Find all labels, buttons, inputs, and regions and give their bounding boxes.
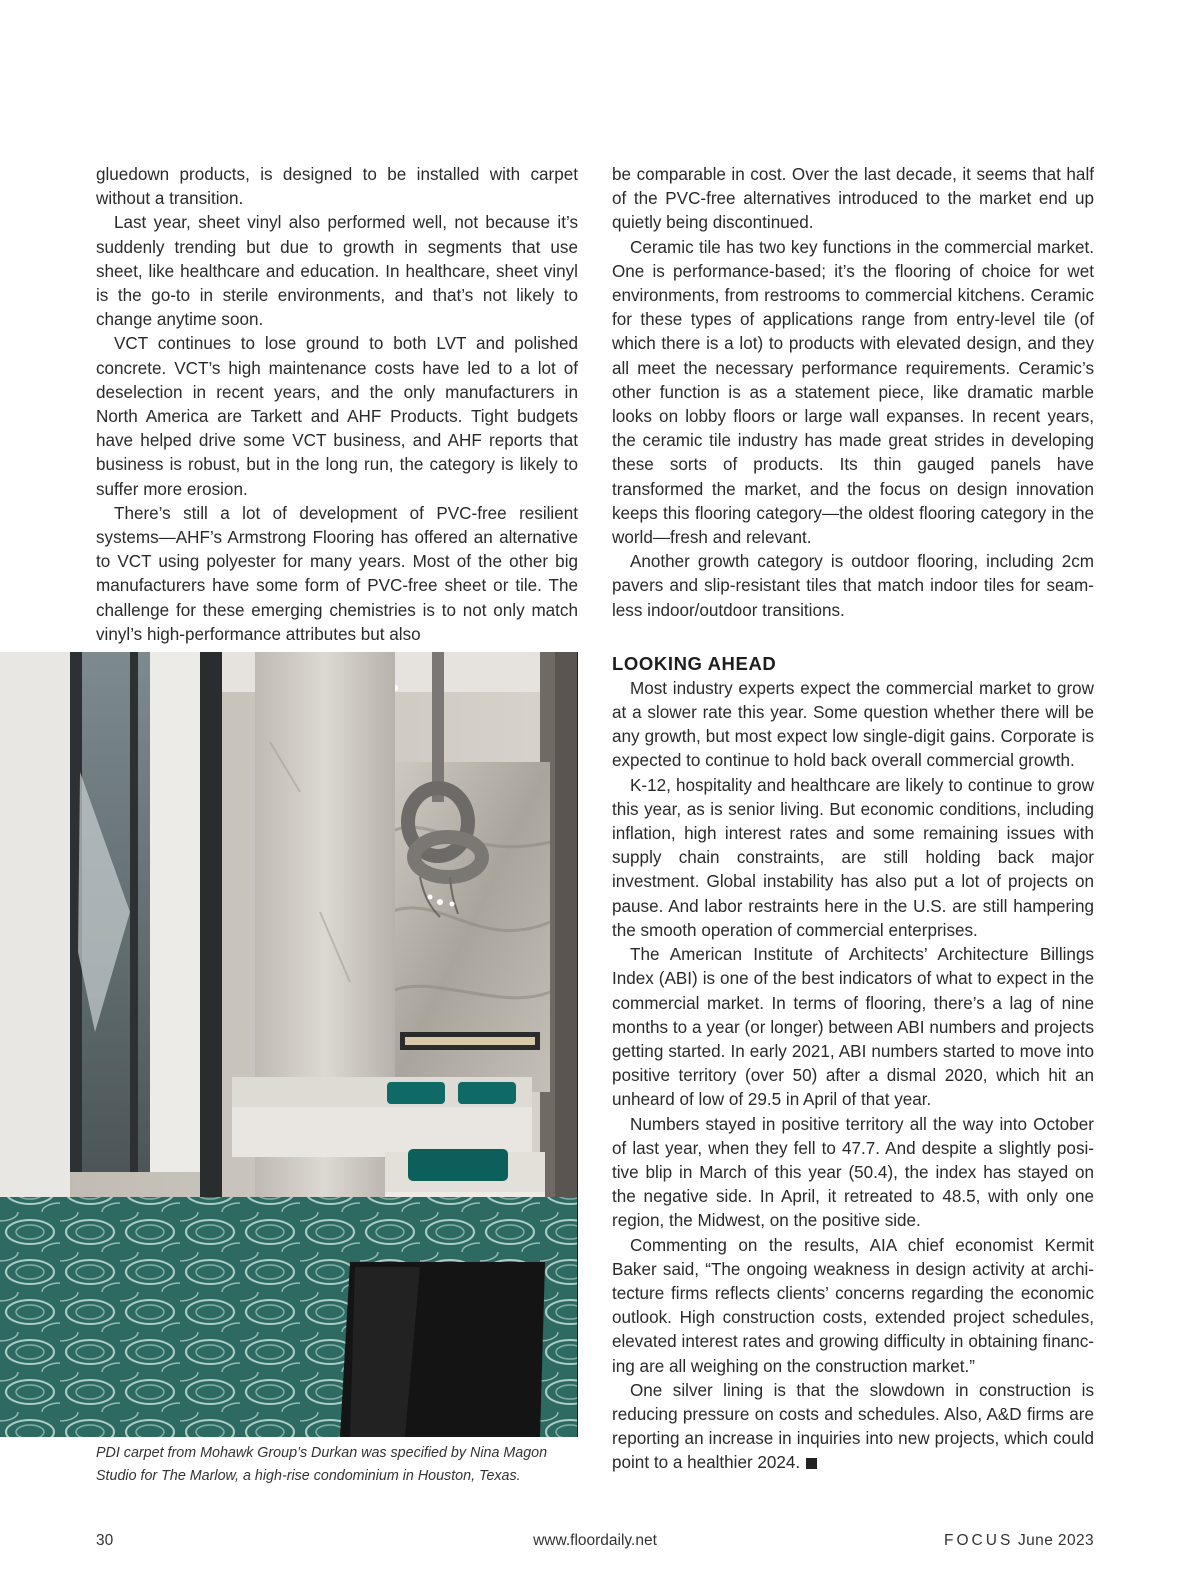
teal-cushion	[408, 1149, 508, 1181]
end-of-article-mark	[806, 1458, 817, 1469]
paragraph: Most industry experts expect the commercial market to grow at a slower rate this year. Some question whether there will be any growth, but most expect low single-digit gains. Corporate is expected to continue to hold back overall commercial growth.	[612, 678, 1094, 771]
left-column	[96, 163, 578, 647]
section-heading: LOOKING AHEAD	[612, 652, 777, 674]
paragraph: Another growth category is outdoor flooring, including 2cm pavers and slip-resistant tiles that match indoor tiles for seamless indoor/outdoor transitions.	[612, 552, 1094, 620]
paragraph: be comparable in cost. Over the last decade, it seems that half of the PVC-free alternatives introduced to the market end up quietly being discontinued.	[612, 165, 1094, 233]
issue-date: June 2023	[1018, 1532, 1094, 1549]
paragraph: The American Institute of Architects’ Architecture Billings Index (ABI) is one of the best indicators of what to expect in the commercial market. In terms of flooring, there’s a lag of nine months to a year (or longer) between ABI numbers and projects getting started. In early 2021, ABI numbers started to move into positive territory (over 50) after a dismal 2020, which hit an unheard of low of 29.5 in April of that year.	[612, 945, 1094, 1110]
magazine-name: FOCUS	[944, 1532, 1014, 1549]
paragraph	[612, 1379, 1094, 1476]
lobby-photo	[0, 652, 578, 1437]
publication-info	[944, 1532, 1094, 1550]
teal-cushion	[387, 1082, 445, 1104]
website-url: www.floordaily.net	[533, 1532, 657, 1549]
lobby-illustration	[0, 652, 577, 1437]
paragraph: gluedown products, is designed to be installed with carpet without a transition.	[96, 165, 578, 209]
paragraph: VCT continues to lose ground to both LVT and polished concrete. VCT’s high maintenance costs have led to a lot of deselection in recent years, and the only manufacturers in North America are Tarkett and AHF Products. Tight budgets have helped drive some VCT business, and AHF reports that business is robust, but in the long run, the category is likely to suffer more erosion.	[96, 334, 578, 499]
paragraph: Commenting on the results, AIA chief economist Kermit Baker said, “The ongoing weakness in design activity at architecture firms reflects clients’ concerns regarding the economic outlook. High construction costs, extended project schedules, elevated interest rates and growing difficulty in obtaining financing are all weighing on the construction market.”	[612, 1235, 1094, 1376]
paragraph: Ceramic tile has two key functions in the commercial market. One is performance-based; it’s the flooring of choice for wet environments, from restrooms to commercial kitchens. Ceramic for these types of applications range from entry-level tile (of which there is a lot) to products with elevated design, and they all meet the necessary performance requirements. Ceramic’s other function is as a statement piece, like dramatic marble looks on lobby floors or large wall expanses. In recent years, the ceramic tile industry has made great strides in developing these sorts of products. Its thin gauged panels have transformed the market, and the focus on design innovation keeps this flooring category—the oldest flooring category in the world—fresh and relevant.	[612, 237, 1094, 548]
photo-caption: PDI carpet from Mohawk Group’s Durkan was specified by Nina Magon Studio for The Marlow, a high-rise condominium in Houston, Texas.	[96, 1445, 548, 1484]
right-column	[612, 163, 1094, 1476]
paragraph: There’s still a lot of development of PVC-free resilient systems—AHF’s Armstrong Flooring has offered an alternative to VCT using polyester for many years. Most of the other big manufacturers have some form of PVC-free sheet or tile. The challenge for these emerging chemistries is to not only match vinyl’s high-performance attributes but also	[96, 503, 578, 644]
paragraph: Last year, sheet vinyl also performed well, not because it’s suddenly trending but due to growth in segments that use sheet, like healthcare and education. In healthcare, sheet vinyl is the go-to in sterile environments, and that’s not likely to change anytime soon.	[96, 213, 578, 330]
page-number: 30	[96, 1532, 114, 1549]
paragraph-text: One silver lining is that the slowdown in construction is reducing pressure on costs and schedules. Also, A&D firms are reporting an increase in inquiries into new projects, which could point to a healthier 2024.	[612, 1380, 1094, 1473]
teal-cushion	[458, 1082, 516, 1104]
paragraph: K-12, hospitality and healthcare are likely to continue to grow this year, as is senior living. But economic conditions, including inflation, high interest rates and some remaining issues with supply chain constraints, are still holding back major investment. Global instability has also put a lot of projects on pause. And labor restraints here in the U.S. are still hampering the smooth operation of commercial enterprises.	[612, 775, 1094, 940]
paragraph: Numbers stayed in positive territory all the way into October of last year, when they fell to 47.7. And despite a slightly positive blip in March of this year (50.4), the index has stayed on the negative side. In April, it retreated to 48.5, with only one region, the Midwest, on the positive side.	[612, 1114, 1094, 1231]
